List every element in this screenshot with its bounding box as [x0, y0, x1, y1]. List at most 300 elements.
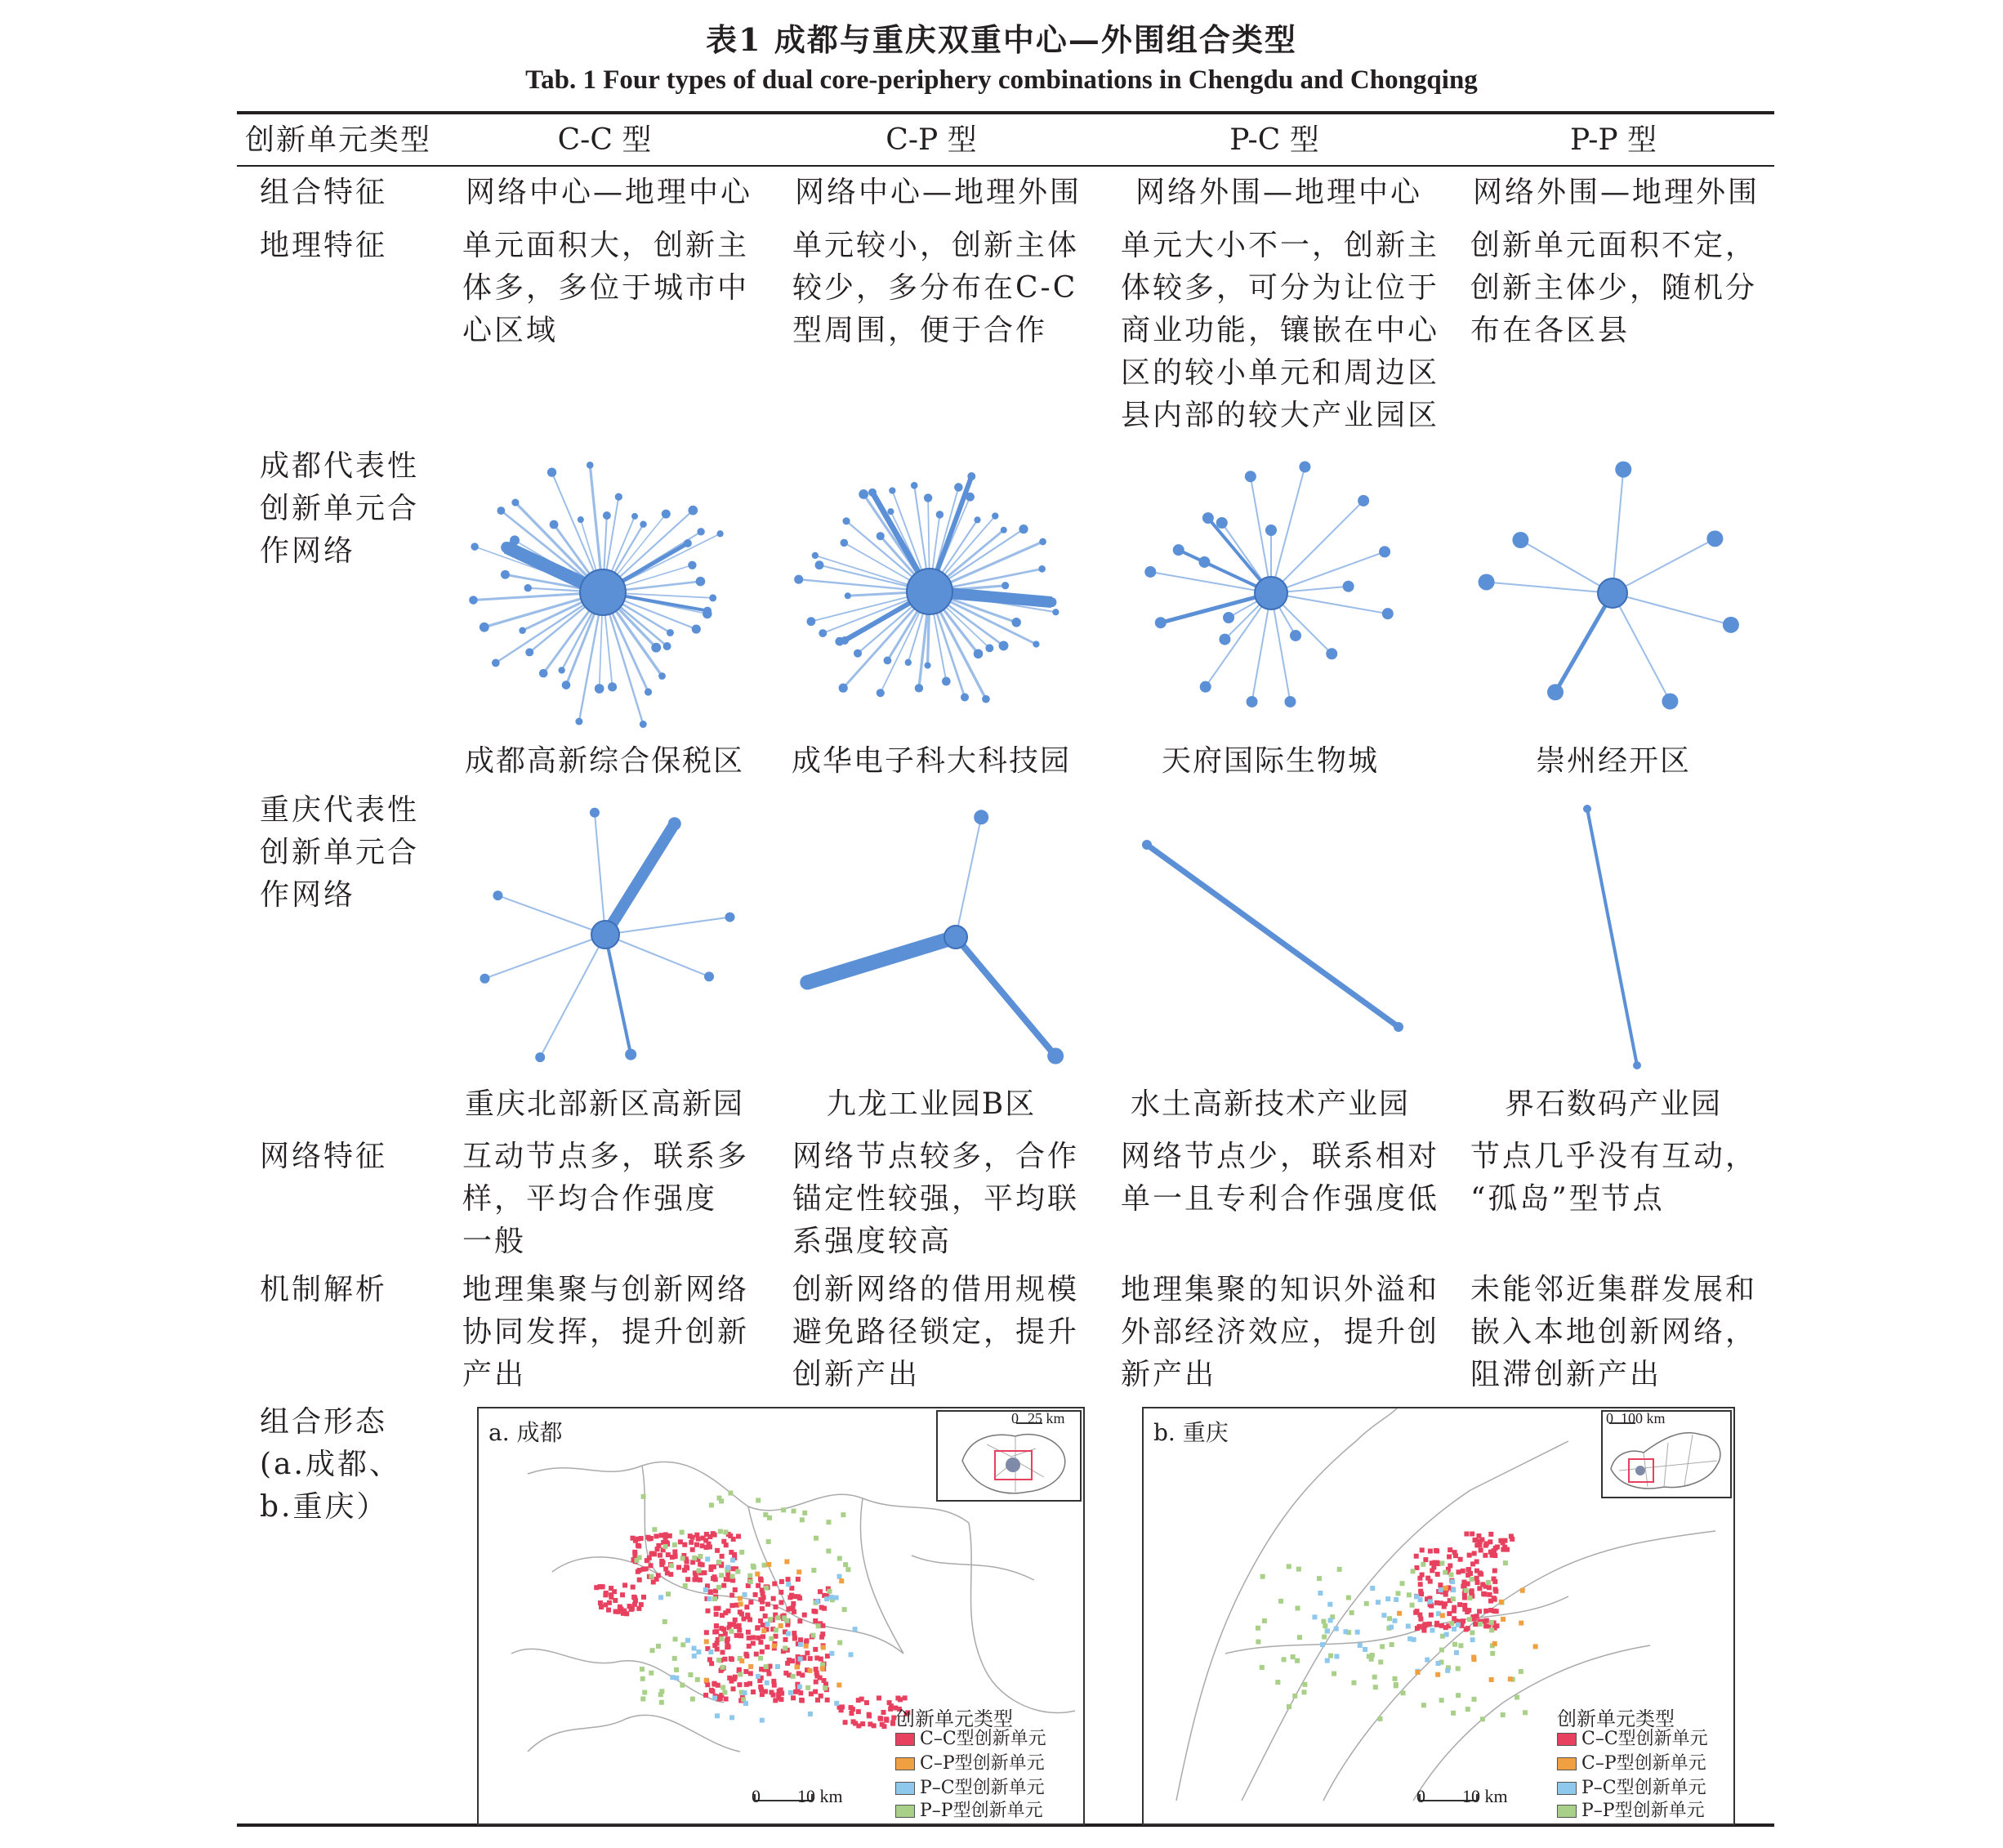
- network-node: [640, 520, 646, 527]
- mech-pp-line: 未能邻近集群发展和: [1470, 1273, 1758, 1306]
- innovation-cell: [746, 1630, 751, 1635]
- innovation-cell: [1282, 1657, 1287, 1662]
- innovation-cell: [1256, 1640, 1260, 1645]
- innovation-cell: [705, 1556, 710, 1561]
- innovation-cell: [1355, 1630, 1360, 1635]
- network-node: [1284, 696, 1296, 708]
- innovation-cell: [735, 1569, 740, 1574]
- innovation-cell: [1501, 1712, 1506, 1717]
- network-node: [703, 607, 712, 615]
- innovation-cell: [728, 1491, 733, 1496]
- mech-cp-line: 创新网络的借用规模: [792, 1273, 1080, 1306]
- district-boundary: [528, 1715, 740, 1752]
- network-node: [696, 577, 706, 587]
- network-node: [954, 483, 963, 492]
- innovation-cell: [719, 1573, 724, 1578]
- innovation-cell: [1464, 1588, 1469, 1593]
- innovation-cell: [1301, 1690, 1306, 1694]
- innovation-cell: [731, 1686, 736, 1691]
- innovation-cell: [720, 1665, 725, 1670]
- network-node: [889, 487, 895, 493]
- innovation-cell: [1421, 1703, 1426, 1707]
- network-chongqing-pp: [1583, 805, 1641, 1069]
- innovation-cell: [606, 1608, 611, 1613]
- combo-pp: 网络外围—地理外围: [1473, 176, 1760, 209]
- innovation-cell: [715, 1647, 720, 1652]
- network-node: [1019, 524, 1028, 533]
- innovation-cell: [751, 1640, 756, 1645]
- innovation-cell: [1296, 1605, 1300, 1610]
- network-node: [668, 817, 681, 830]
- innovation-cell: [714, 1623, 719, 1628]
- innovation-cell: [1439, 1587, 1443, 1592]
- innovation-cell: [763, 1614, 768, 1618]
- innovation-cell: [1472, 1551, 1477, 1556]
- innovation-cell: [1323, 1623, 1327, 1628]
- innovation-cell: [1297, 1635, 1302, 1640]
- innovation-cell: [696, 1649, 701, 1654]
- network-node: [1200, 681, 1211, 693]
- swatch-cc: [1557, 1733, 1577, 1746]
- innovation-cell: [698, 1554, 703, 1559]
- innovation-cell: [1394, 1683, 1399, 1688]
- innovation-cell: [1471, 1655, 1476, 1660]
- innovation-cell: [649, 1563, 654, 1568]
- innovation-cell: [816, 1623, 821, 1628]
- network-node: [985, 644, 993, 652]
- innovation-cell: [676, 1565, 681, 1570]
- innovation-cell: [669, 1563, 674, 1568]
- network-edge: [956, 817, 981, 937]
- innovation-cell: [1325, 1628, 1330, 1633]
- network-node: [539, 669, 548, 678]
- innovation-cell: [672, 1542, 677, 1547]
- row-label-chengdu-line: 成都代表性: [260, 449, 420, 483]
- innovation-cell: [840, 1704, 845, 1709]
- innovation-cell: [753, 1592, 758, 1597]
- innovation-cell: [797, 1618, 802, 1623]
- network-node: [1358, 495, 1369, 507]
- network-node: [524, 584, 532, 591]
- innovation-cell: [1421, 1562, 1425, 1567]
- innovation-cell: [719, 1626, 724, 1631]
- innovation-cell: [639, 1602, 644, 1607]
- header-pc: P-C 型: [1229, 123, 1319, 157]
- innovation-cell: [1389, 1625, 1394, 1630]
- innovation-cell: [827, 1589, 832, 1594]
- innovation-cell: [667, 1533, 672, 1538]
- innovation-cell: [659, 1533, 664, 1538]
- innovation-cell: [800, 1672, 805, 1677]
- innovation-cell: [1296, 1567, 1301, 1572]
- network-node: [1247, 696, 1258, 708]
- row-label-chongqing-line: 重庆代表性: [260, 793, 420, 827]
- network-node: [911, 482, 918, 489]
- net-pp: [1470, 1136, 1757, 1221]
- innovation-cell: [783, 1645, 787, 1650]
- innovation-cell: [632, 1602, 637, 1607]
- innovation-cell: [1418, 1617, 1423, 1622]
- innovation-cell: [1429, 1604, 1434, 1609]
- innovation-cell: [772, 1644, 777, 1649]
- network-node: [493, 891, 502, 900]
- network-hub: [580, 569, 626, 615]
- innovation-cell: [764, 1664, 769, 1669]
- network-node: [535, 1052, 545, 1062]
- innovation-cell: [834, 1701, 839, 1706]
- innovation-cell: [737, 1682, 742, 1687]
- geo-pp-line: 创新单元面积不定，: [1470, 229, 1758, 262]
- innovation-cell: [860, 1721, 865, 1726]
- swatch-pc: [895, 1782, 915, 1795]
- innovation-cell: [1318, 1591, 1323, 1596]
- innovation-cell: [1458, 1557, 1463, 1562]
- innovation-cell: [1332, 1672, 1336, 1676]
- network-edge: [1587, 809, 1637, 1065]
- innovation-cell: [1431, 1565, 1436, 1569]
- innovation-cell: [743, 1592, 747, 1597]
- net-cp-line: 网络节点较多，合作: [792, 1140, 1080, 1173]
- innovation-cell: [796, 1569, 801, 1574]
- legend-label: C–C型创新单元: [920, 1729, 1046, 1749]
- innovation-cell: [662, 1619, 667, 1624]
- innovation-cell: [1450, 1579, 1455, 1584]
- mech-cp: [792, 1269, 1079, 1396]
- innovation-cell: [738, 1601, 743, 1606]
- innovation-cell: [747, 1573, 752, 1578]
- innovation-cell: [707, 1657, 712, 1662]
- innovation-cell: [853, 1627, 858, 1632]
- caption-chengdu-cc: 成都高新综合保税区: [464, 744, 744, 778]
- innovation-cell: [813, 1690, 818, 1694]
- innovation-cell: [843, 1562, 848, 1567]
- legend-title-a: 创新单元类型: [895, 1707, 1013, 1730]
- network-node: [558, 667, 564, 673]
- innovation-cell: [822, 1678, 827, 1683]
- innovation-cell: [729, 1629, 734, 1634]
- innovation-cell: [746, 1614, 751, 1619]
- network-node: [658, 672, 666, 680]
- innovation-cell: [1503, 1560, 1508, 1565]
- caption-chongqing-pp: 界石数码产业园: [1504, 1087, 1722, 1121]
- innovation-cell: [781, 1507, 786, 1512]
- innovation-cell: [792, 1509, 796, 1514]
- innovation-cell: [642, 1690, 647, 1695]
- combo-pc: 网络外围—地理中心: [1135, 176, 1423, 209]
- innovation-cell: [1454, 1650, 1459, 1655]
- network-chongqing-cp: [800, 810, 1064, 1064]
- innovation-cell: [736, 1533, 741, 1538]
- network-node: [1662, 693, 1678, 709]
- network-node: [1479, 574, 1495, 590]
- innovation-cell: [692, 1654, 697, 1658]
- innovation-cell: [1508, 1676, 1513, 1681]
- innovation-cell: [834, 1596, 839, 1600]
- innovation-cell: [1435, 1572, 1440, 1577]
- network-node: [725, 913, 735, 922]
- legend-cp-b: [1557, 1753, 1706, 1774]
- innovation-cell: [651, 1579, 656, 1584]
- innovation-cell: [898, 1697, 903, 1702]
- network-node: [519, 627, 526, 634]
- innovation-cell: [867, 1712, 872, 1717]
- innovation-cell: [779, 1579, 784, 1584]
- network-node: [578, 516, 584, 523]
- innovation-cell: [778, 1590, 783, 1595]
- network-node: [859, 489, 868, 499]
- innovation-cell: [797, 1685, 802, 1690]
- network-node: [631, 513, 638, 520]
- network-node: [1512, 532, 1528, 548]
- geo-pc-line: 县内部的较大产业园区: [1121, 399, 1440, 432]
- network-node: [924, 493, 932, 502]
- innovation-cell: [729, 1715, 734, 1720]
- innovation-cell: [761, 1623, 765, 1627]
- innovation-cell: [1410, 1603, 1415, 1608]
- innovation-cell: [1417, 1576, 1422, 1581]
- innovation-cell: [818, 1589, 823, 1594]
- innovation-cell: [712, 1695, 717, 1700]
- network-hub: [591, 921, 619, 949]
- innovation-cell: [1477, 1609, 1482, 1614]
- innovation-cell: [712, 1596, 717, 1601]
- innovation-cell: [1466, 1567, 1471, 1572]
- innovation-cell: [1449, 1572, 1454, 1577]
- innovation-cell: [761, 1591, 765, 1596]
- innovation-cell: [690, 1535, 695, 1540]
- legend-title-b: 创新单元类型: [1557, 1707, 1675, 1730]
- innovation-cell: [704, 1678, 709, 1683]
- network-edge: [956, 937, 1055, 1056]
- innovation-cell: [744, 1682, 749, 1687]
- innovation-cell: [836, 1683, 841, 1688]
- network-chengdu-pp: [1479, 462, 1739, 710]
- innovation-cell: [715, 1713, 720, 1718]
- innovation-cell: [887, 1700, 892, 1705]
- innovation-cell: [788, 1606, 793, 1611]
- innovation-cell: [1492, 1579, 1497, 1584]
- innovation-cell: [694, 1542, 699, 1547]
- swatch-cp: [1557, 1757, 1577, 1770]
- innovation-cell: [685, 1638, 690, 1643]
- network-node: [590, 808, 600, 818]
- innovation-cell: [1260, 1574, 1265, 1579]
- mech-pp: [1470, 1269, 1757, 1396]
- network-edge: [484, 935, 605, 979]
- innovation-cell: [825, 1698, 830, 1703]
- innovation-cell: [725, 1638, 729, 1643]
- geo-pp-line: 布在各区县: [1470, 314, 1631, 347]
- network-node: [1038, 565, 1046, 573]
- innovation-cell: [1349, 1610, 1354, 1615]
- net-pc: [1121, 1136, 1439, 1221]
- innovation-cell: [641, 1595, 646, 1600]
- row-label-form-line: b.重庆）: [260, 1490, 389, 1524]
- innovation-cell: [678, 1539, 683, 1544]
- innovation-cell: [1411, 1569, 1416, 1573]
- innovation-cell: [1439, 1698, 1444, 1703]
- innovation-cell: [778, 1623, 783, 1628]
- innovation-cell: [1256, 1626, 1260, 1631]
- net-cp-line: 锚定性较强，平均联: [792, 1182, 1080, 1216]
- network-edge: [605, 935, 631, 1055]
- innovation-cell: [884, 1716, 889, 1721]
- innovation-cell: [1337, 1567, 1342, 1572]
- network-node: [469, 596, 478, 605]
- innovation-cell: [668, 1572, 673, 1577]
- row-label-chengdu-line: 作网络: [260, 534, 356, 568]
- innovation-cell: [1488, 1608, 1493, 1613]
- network-node: [575, 718, 582, 725]
- innovation-cell: [734, 1624, 738, 1629]
- innovation-cell: [656, 1573, 661, 1578]
- innovation-cell: [729, 1656, 734, 1661]
- network-node: [1326, 648, 1337, 659]
- network-node: [1245, 471, 1256, 482]
- network-node: [692, 625, 701, 634]
- network-node: [595, 684, 604, 694]
- legend-label: P–P型创新单元: [1581, 1801, 1705, 1821]
- innovation-cell: [1489, 1627, 1494, 1632]
- network-node: [716, 530, 723, 537]
- network-node: [525, 648, 533, 656]
- innovation-cell: [766, 1672, 771, 1676]
- network-node: [608, 682, 617, 691]
- innovation-cell: [1448, 1547, 1452, 1552]
- innovation-cell: [680, 1683, 685, 1688]
- innovation-cell: [1474, 1576, 1479, 1581]
- innovation-cell: [1312, 1614, 1317, 1619]
- innovation-cell: [645, 1558, 649, 1563]
- innovation-cell: [791, 1674, 796, 1679]
- innovation-cell: [1278, 1599, 1283, 1604]
- network-edge: [1147, 845, 1399, 1027]
- innovation-cell: [808, 1668, 813, 1673]
- network-edge: [540, 935, 605, 1057]
- innovation-cell: [856, 1709, 861, 1714]
- innovation-cell: [722, 1690, 727, 1695]
- innovation-cell: [1334, 1654, 1339, 1658]
- net-pc-line: 网络节点少，联系相对: [1121, 1140, 1440, 1173]
- innovation-cell: [1465, 1707, 1470, 1712]
- network-node: [800, 975, 814, 990]
- innovation-cell: [804, 1644, 809, 1649]
- innovation-cell: [1451, 1596, 1456, 1601]
- innovation-cell: [1479, 1538, 1484, 1542]
- geo-pc-line: 体较多，可分为让位于: [1121, 271, 1440, 305]
- innovation-cell: [703, 1693, 708, 1698]
- swatch-cp: [895, 1757, 915, 1770]
- innovation-cell: [1456, 1666, 1461, 1671]
- caption-chongqing-cp: 九龙工业园B区: [826, 1087, 1037, 1121]
- network-node: [662, 510, 671, 519]
- network-node: [974, 810, 988, 824]
- network-node: [877, 532, 885, 540]
- innovation-cell: [1483, 1623, 1488, 1628]
- innovation-cell: [765, 1622, 770, 1627]
- combo-cp: 网络中心—地理外围: [795, 176, 1082, 209]
- innovation-cell: [1519, 1621, 1523, 1626]
- legend-label: C–P型创新单元: [920, 1753, 1045, 1774]
- innovation-cell: [708, 1589, 713, 1594]
- innovation-cell: [808, 1656, 813, 1661]
- network-node: [688, 561, 696, 569]
- network-chongqing-pc: [1142, 840, 1403, 1032]
- net-cp-line: 系强度较高: [792, 1225, 952, 1258]
- innovation-cell: [658, 1553, 662, 1558]
- innovation-cell: [743, 1690, 747, 1695]
- innovation-cell: [1291, 1654, 1296, 1659]
- network-node: [877, 689, 885, 697]
- network-edge: [1271, 551, 1385, 593]
- network-node: [645, 688, 652, 695]
- network-node: [842, 517, 850, 524]
- innovation-cell: [1395, 1591, 1400, 1596]
- innovation-cell: [842, 1607, 847, 1612]
- innovation-cell: [1458, 1643, 1463, 1648]
- network-node: [1290, 630, 1301, 641]
- innovation-cell: [760, 1718, 765, 1723]
- innovation-cell: [636, 1537, 640, 1542]
- innovation-cell: [825, 1654, 830, 1658]
- innovation-cell: [1519, 1669, 1523, 1674]
- innovation-cell: [766, 1539, 771, 1544]
- legend-pc-a: [895, 1778, 1045, 1799]
- innovation-cell: [621, 1611, 626, 1616]
- network-node: [684, 539, 692, 547]
- innovation-cell: [880, 1722, 885, 1727]
- legend-label: C–P型创新单元: [1581, 1753, 1706, 1774]
- inset-boundary: [1611, 1433, 1720, 1489]
- swatch-pc: [1557, 1782, 1577, 1795]
- net-pc-line: 单一且专利合作强度低: [1121, 1182, 1440, 1216]
- innovation-cell: [1470, 1630, 1474, 1635]
- network-node: [1173, 544, 1184, 556]
- network-edge: [1613, 593, 1670, 701]
- innovation-cell: [1417, 1613, 1422, 1618]
- innovation-cell: [622, 1582, 627, 1587]
- innovation-cell: [1317, 1576, 1322, 1581]
- innovation-cell: [1488, 1539, 1492, 1544]
- innovation-cell: [1370, 1586, 1375, 1591]
- row-label-geo: 地理特征: [260, 229, 388, 262]
- innovation-cell: [1473, 1622, 1478, 1627]
- innovation-cell: [754, 1652, 759, 1657]
- network-node: [1382, 608, 1394, 619]
- innovation-cell: [738, 1609, 743, 1614]
- network-edge: [497, 895, 605, 935]
- network-node: [547, 467, 556, 476]
- header-cc: C-C 型: [557, 123, 652, 157]
- innovation-cell: [1451, 1587, 1456, 1592]
- innovation-cell: [805, 1685, 810, 1690]
- network-node: [663, 642, 671, 650]
- innovation-cell: [1295, 1658, 1300, 1663]
- innovation-cell: [1483, 1591, 1488, 1596]
- innovation-cell: [760, 1600, 765, 1605]
- network-node: [1144, 566, 1156, 578]
- network-node: [819, 629, 827, 637]
- innovation-cell: [1412, 1637, 1416, 1642]
- network-node: [1706, 530, 1723, 547]
- swatch-pp: [1557, 1805, 1577, 1818]
- innovation-cell: [765, 1681, 770, 1685]
- innovation-cell: [1462, 1607, 1467, 1612]
- innovation-cell: [654, 1533, 658, 1538]
- network-node: [999, 641, 1009, 650]
- innovation-cell: [1387, 1616, 1392, 1621]
- innovation-cell: [802, 1613, 807, 1618]
